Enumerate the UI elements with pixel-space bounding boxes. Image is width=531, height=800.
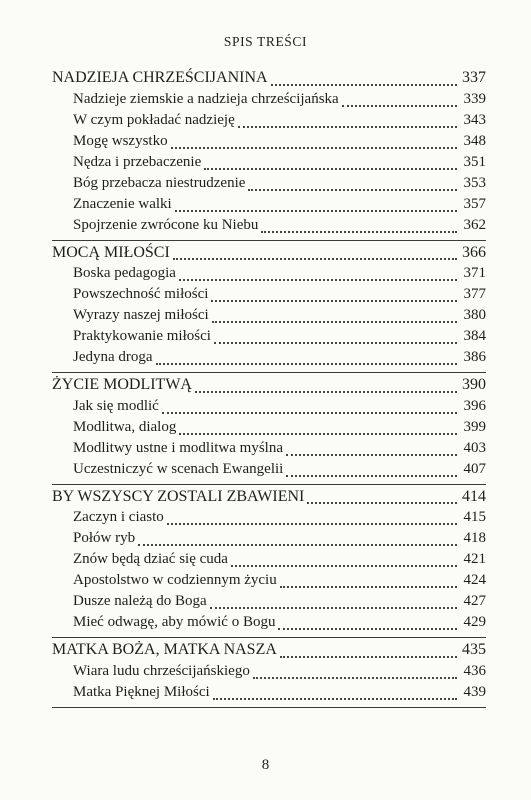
chapter-entry-page: 366 bbox=[462, 243, 486, 261]
dot-leader bbox=[261, 230, 457, 233]
toc-section bbox=[52, 376, 486, 485]
toc-section bbox=[52, 641, 486, 708]
toc-section bbox=[52, 244, 486, 374]
subchapter-entry bbox=[73, 175, 486, 196]
chapter-entry-page: 337 bbox=[462, 69, 486, 86]
subchapter-entry bbox=[73, 112, 486, 133]
dot-leader bbox=[253, 676, 457, 679]
subchapter-entry-title: Wiara ludu chrześcijańskiego bbox=[73, 662, 250, 679]
subchapter-entry-page: 403 bbox=[463, 439, 486, 456]
chapter-entry-title: MATKA BOŻA, MATKA NASZA bbox=[52, 641, 277, 658]
subchapter-entry-page: 380 bbox=[463, 307, 486, 323]
subchapter-entry-title: Modlitwa, dialog bbox=[73, 418, 177, 435]
dot-leader bbox=[238, 125, 457, 128]
subchapter-entry bbox=[73, 461, 486, 482]
dot-leader bbox=[167, 522, 457, 525]
subchapter-entry bbox=[73, 572, 486, 593]
table-of-contents bbox=[52, 69, 486, 711]
dot-leader bbox=[280, 655, 457, 658]
subchapter-entry bbox=[73, 307, 486, 328]
dot-leader bbox=[171, 146, 457, 149]
subchapter-entry-title: Zaczyn i ciasto bbox=[73, 509, 164, 525]
subchapter-entry-page: 386 bbox=[463, 349, 486, 365]
chapter-entry bbox=[52, 376, 486, 398]
chapter-entry-title: ŻYCIE MODLITWĄ bbox=[52, 376, 192, 393]
dot-leader bbox=[156, 362, 457, 365]
subchapter-entry-page: 384 bbox=[463, 328, 486, 344]
subchapter-entry-page: 439 bbox=[463, 683, 486, 700]
chapter-entry-page: 390 bbox=[462, 376, 486, 393]
subchapter-entry-title: Powszechność miłości bbox=[73, 286, 209, 302]
dot-leader bbox=[204, 167, 457, 170]
chapter-entry-title: BY WSZYSCY ZOSTALI ZBAWIENI bbox=[52, 487, 305, 505]
dot-leader bbox=[271, 83, 457, 86]
subchapter-entry bbox=[73, 530, 486, 551]
subchapter-entry bbox=[73, 614, 486, 635]
subchapter-entry-page: 343 bbox=[463, 111, 486, 128]
dot-leader bbox=[231, 564, 457, 567]
subchapter-entry-title: Połów ryb bbox=[73, 530, 136, 546]
subchapter-entry-title: Matka Pięknej Miłości bbox=[73, 683, 210, 700]
chapter-entry-page: 435 bbox=[462, 641, 486, 658]
subchapter-entry bbox=[73, 133, 486, 154]
subchapter-entry bbox=[73, 593, 486, 614]
subchapter-entry bbox=[73, 265, 486, 286]
dot-leader bbox=[248, 188, 457, 191]
subchapter-entry bbox=[73, 551, 486, 572]
subchapter-entry-page: 396 bbox=[463, 397, 486, 414]
subchapter-entry-title: Znaczenie walki bbox=[73, 195, 172, 212]
subchapter-entry-title: Modlitwy ustne i modlitwa myślna bbox=[73, 439, 283, 456]
dot-leader bbox=[212, 320, 457, 323]
subchapter-entry-page: 424 bbox=[463, 572, 486, 588]
subchapter-entry bbox=[73, 349, 486, 370]
subchapter-entry-title: W czym pokładać nadzieję bbox=[73, 111, 235, 128]
subchapter-entry-page: 371 bbox=[463, 265, 486, 281]
subchapter-entry-page: 348 bbox=[463, 132, 486, 149]
dot-leader bbox=[210, 606, 457, 609]
chapter-entry-title: MOCĄ MIŁOŚCI bbox=[52, 243, 170, 261]
dot-leader bbox=[342, 104, 457, 107]
subchapter-entry bbox=[73, 91, 486, 112]
subchapter-entry-page: 427 bbox=[463, 593, 486, 609]
chapter-entry bbox=[52, 641, 486, 663]
dot-leader bbox=[138, 543, 457, 546]
dot-leader bbox=[195, 390, 457, 393]
page-number: 8 bbox=[261, 757, 270, 773]
subchapter-entry-page: 407 bbox=[463, 460, 486, 477]
subchapter-entry-title: Dusze należą do Boga bbox=[73, 593, 207, 609]
subchapter-entry bbox=[73, 328, 486, 349]
subchapter-entry-page: 377 bbox=[463, 286, 486, 302]
dot-leader bbox=[175, 209, 457, 212]
subchapter-entry-title: Nędza i przebaczenie bbox=[73, 153, 202, 170]
subchapter-entry-title: Spojrzenie zwrócone ku Niebu bbox=[73, 216, 259, 233]
chapter-entry bbox=[52, 488, 486, 510]
subchapter-entry-page: 415 bbox=[463, 509, 486, 525]
subchapter-entry-page: 418 bbox=[463, 530, 486, 546]
subchapter-entry-title: Apostolstwo w codziennym życiu bbox=[73, 572, 277, 588]
subchapter-entry-page: 353 bbox=[463, 174, 486, 191]
subchapter-entry bbox=[73, 663, 486, 684]
subchapter-entry-page: 436 bbox=[463, 662, 486, 679]
dot-leader bbox=[179, 278, 457, 281]
subchapter-entry bbox=[73, 286, 486, 307]
subchapter-entry bbox=[73, 509, 486, 530]
subchapter-entry bbox=[73, 196, 486, 217]
subchapter-entry-title: Bóg przebacza niestrudzenie bbox=[73, 174, 246, 191]
dot-leader bbox=[173, 257, 457, 260]
subchapter-entry-title: Praktykowanie miłości bbox=[73, 328, 211, 344]
subchapter-entry-page: 351 bbox=[463, 153, 486, 170]
subchapter-entry-page: 421 bbox=[463, 551, 486, 567]
subchapter-entry-page: 429 bbox=[463, 614, 486, 630]
subchapter-entry-title: Uczestniczyć w scenach Ewangelii bbox=[73, 460, 284, 477]
subchapter-entry-page: 362 bbox=[463, 216, 486, 233]
chapter-entry bbox=[52, 244, 486, 266]
dot-leader bbox=[307, 501, 457, 504]
dot-leader bbox=[162, 411, 457, 414]
subchapter-entry-title: Znów będą dziać się cuda bbox=[73, 551, 228, 567]
dot-leader bbox=[179, 432, 457, 435]
subchapter-entry bbox=[73, 398, 486, 419]
subchapter-entry-page: 399 bbox=[463, 418, 486, 435]
page-header: SPIS TREŚCI bbox=[223, 34, 308, 49]
subchapter-entry-title: Mogę wszystko bbox=[73, 132, 168, 149]
dot-leader bbox=[214, 341, 457, 344]
subchapter-entry-title: Jak się modlić bbox=[73, 397, 159, 414]
subchapter-entry bbox=[73, 684, 486, 705]
subchapter-entry bbox=[73, 440, 486, 461]
dot-leader bbox=[213, 697, 457, 700]
subchapter-entry bbox=[73, 419, 486, 440]
chapter-entry bbox=[52, 69, 486, 91]
subchapter-entry-title: Nadzieje ziemskie a nadzieja chrześcijańska bbox=[73, 90, 339, 107]
dot-leader bbox=[286, 453, 457, 456]
subchapter-entry-title: Wyrazy naszej miłości bbox=[73, 307, 209, 323]
subchapter-entry-title: Jedyna droga bbox=[73, 349, 153, 365]
toc-section bbox=[52, 488, 486, 639]
dot-leader bbox=[211, 299, 457, 302]
dot-leader bbox=[278, 627, 457, 630]
subchapter-entry-page: 357 bbox=[463, 195, 486, 212]
dot-leader bbox=[280, 585, 457, 588]
subchapter-entry-title: Mieć odwagę, aby mówić o Bogu bbox=[73, 614, 276, 630]
subchapter-entry-title: Boska pedagogia bbox=[73, 265, 176, 281]
subchapter-entry bbox=[73, 154, 486, 175]
toc-section bbox=[52, 69, 486, 241]
chapter-entry-page: 414 bbox=[462, 487, 486, 505]
dot-leader bbox=[286, 474, 457, 477]
subchapter-entry-page: 339 bbox=[463, 90, 486, 107]
chapter-entry-title: NADZIEJA CHRZEŚCIJANINA bbox=[52, 69, 268, 86]
subchapter-entry bbox=[73, 217, 486, 238]
